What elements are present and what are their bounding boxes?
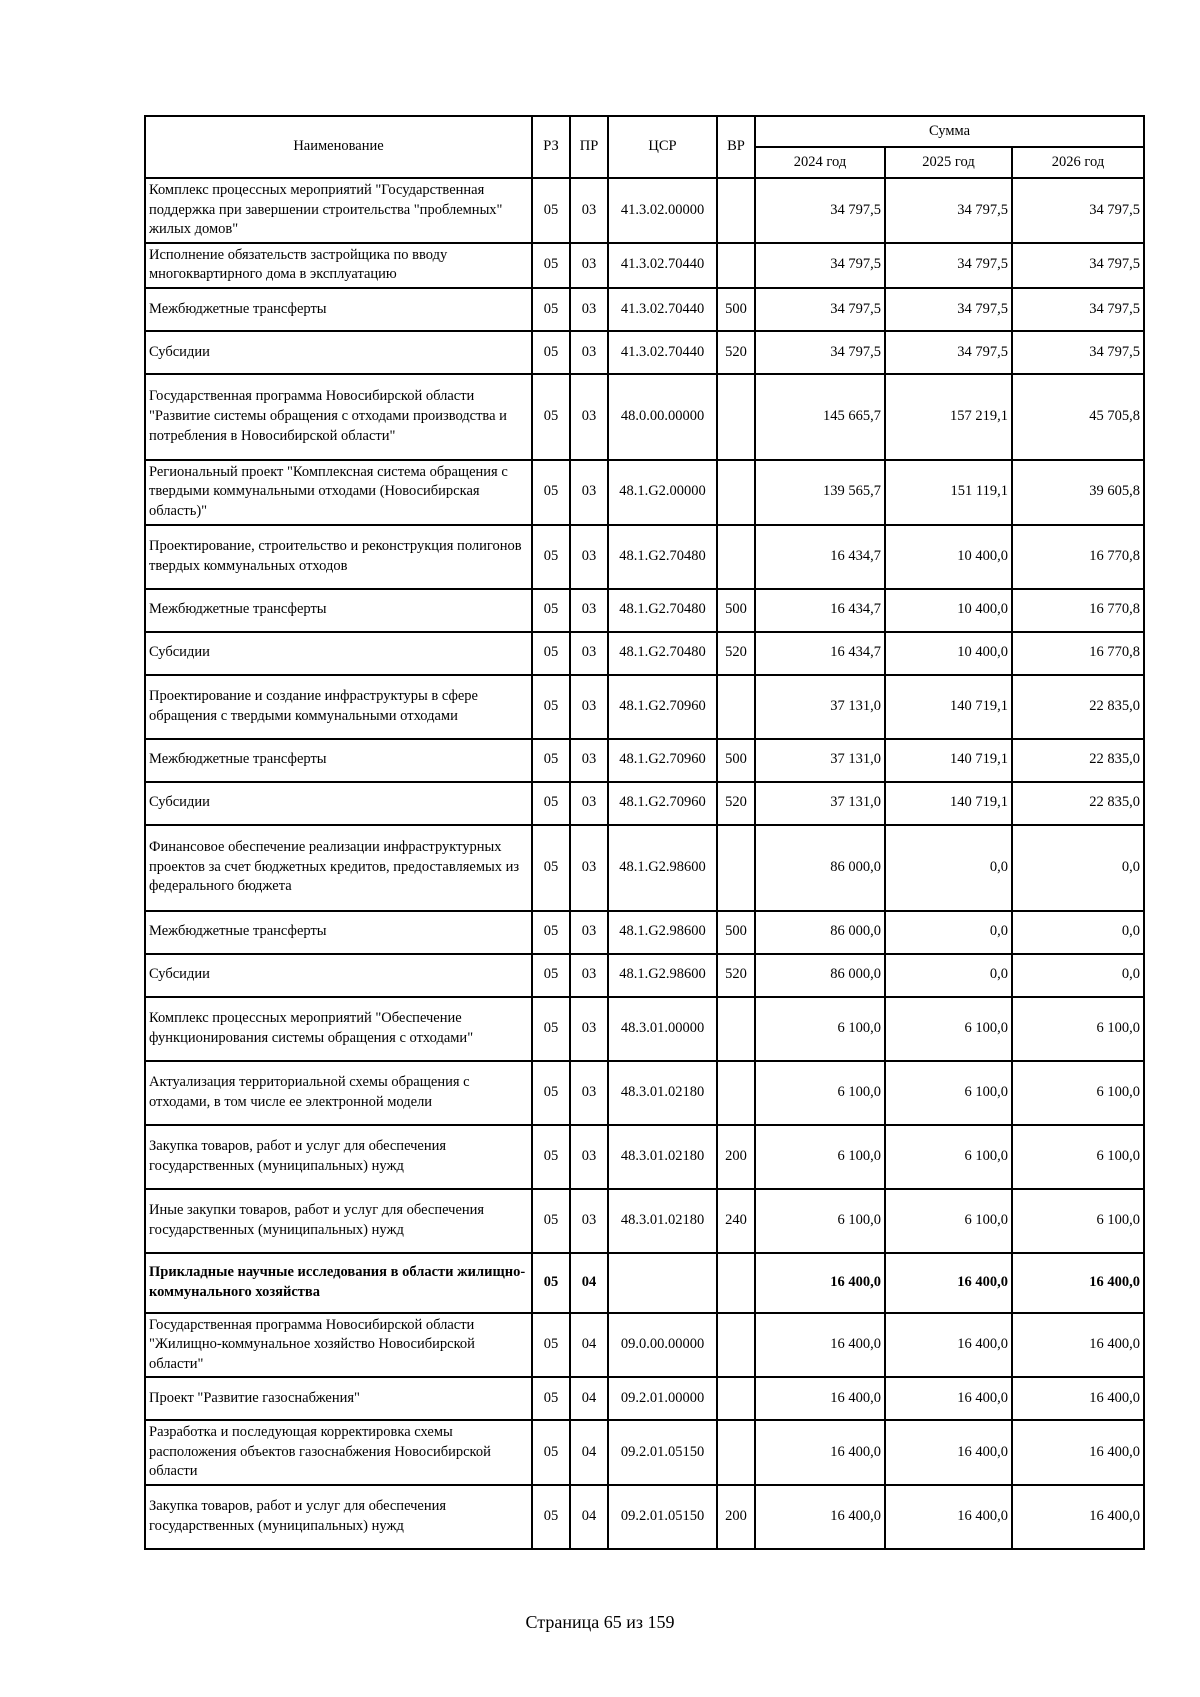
row-rz-cell: 05 [532,589,570,632]
table-row [145,1485,1144,1549]
row-2026-cell: 16 400,0 [1012,1377,1144,1420]
row-2024-cell: 6 100,0 [755,1125,885,1189]
row-2024-cell: 16 434,7 [755,632,885,675]
row-csr-cell: 09.2.01.05150 [608,1485,717,1549]
row-2025-cell: 16 400,0 [885,1313,1012,1378]
row-pr-cell: 03 [570,954,608,997]
row-pr-cell: 03 [570,825,608,911]
row-vr-cell [717,1253,755,1313]
row-vr-cell: 520 [717,954,755,997]
row-2024-cell: 16 434,7 [755,589,885,632]
row-csr-cell: 48.3.01.00000 [608,997,717,1061]
row-2026-cell: 6 100,0 [1012,997,1144,1061]
row-vr-cell [717,1420,755,1485]
row-vr-cell: 500 [717,589,755,632]
row-csr-cell: 48.1.G2.70960 [608,782,717,825]
row-vr-cell [717,997,755,1061]
row-2024-cell: 37 131,0 [755,782,885,825]
row-vr-cell [717,525,755,589]
row-csr-cell: 48.1.G2.98600 [608,954,717,997]
row-2026-cell: 0,0 [1012,954,1144,997]
row-name-cell: Финансовое обеспечение реализации инфраструктурных проектов за счет бюджетных кредитов, предоставляемых из федерального бюджета [145,825,532,911]
row-csr-cell: 48.1.G2.70960 [608,675,717,739]
row-csr-cell: 48.3.01.02180 [608,1061,717,1125]
row-name-cell: Субсидии [145,782,532,825]
row-rz-cell: 05 [532,1061,570,1125]
row-name-cell: Субсидии [145,954,532,997]
row-pr-cell: 03 [570,589,608,632]
row-2024-cell: 86 000,0 [755,954,885,997]
table-row [145,1125,1144,1189]
header-2026: 2026 год [1012,147,1144,178]
row-name-cell: Государственная программа Новосибирской области "Развитие системы обращения с отходами производства и потребления в Новосибирской области" [145,374,532,460]
row-vr-cell: 500 [717,288,755,331]
row-vr-cell: 240 [717,1189,755,1253]
row-vr-cell [717,178,755,243]
row-name-cell: Проект "Развитие газоснабжения" [145,1377,532,1420]
table-row [145,1253,1144,1313]
row-vr-cell: 200 [717,1125,755,1189]
row-name-cell: Государственная программа Новосибирской области "Жилищно-коммунальное хозяйство Новосибирской области" [145,1313,532,1378]
row-2026-cell: 34 797,5 [1012,288,1144,331]
row-rz-cell: 05 [532,997,570,1061]
row-pr-cell: 04 [570,1420,608,1485]
row-csr-cell: 41.3.02.00000 [608,178,717,243]
row-pr-cell: 03 [570,1061,608,1125]
row-pr-cell: 04 [570,1485,608,1549]
row-2026-cell: 6 100,0 [1012,1125,1144,1189]
row-2024-cell: 34 797,5 [755,331,885,374]
row-rz-cell: 05 [532,954,570,997]
row-2026-cell: 16 770,8 [1012,589,1144,632]
row-rz-cell: 05 [532,1377,570,1420]
row-2026-cell: 45 705,8 [1012,374,1144,460]
row-pr-cell: 03 [570,243,608,288]
row-csr-cell: 09.2.01.05150 [608,1420,717,1485]
row-pr-cell: 03 [570,675,608,739]
header-2025: 2025 год [885,147,1012,178]
row-vr-cell [717,374,755,460]
header-sum: Сумма [755,116,1144,147]
row-vr-cell: 520 [717,782,755,825]
row-2026-cell: 6 100,0 [1012,1189,1144,1253]
table-row [145,739,1144,782]
row-2026-cell: 6 100,0 [1012,1061,1144,1125]
row-rz-cell: 05 [532,825,570,911]
row-2025-cell: 34 797,5 [885,178,1012,243]
row-2026-cell: 16 400,0 [1012,1313,1144,1378]
table-row [145,825,1144,911]
row-pr-cell: 03 [570,782,608,825]
table-row [145,1377,1144,1420]
budget-table [144,115,1145,1550]
row-pr-cell: 04 [570,1253,608,1313]
row-2026-cell: 34 797,5 [1012,178,1144,243]
row-name-cell: Закупка товаров, работ и услуг для обеспечения государственных (муниципальных) нужд [145,1125,532,1189]
row-vr-cell: 500 [717,911,755,954]
row-name-cell: Проектирование и создание инфраструктуры в сфере обращения с твердыми коммунальными отходами [145,675,532,739]
row-2025-cell: 140 719,1 [885,782,1012,825]
row-2026-cell: 22 835,0 [1012,739,1144,782]
row-pr-cell: 03 [570,997,608,1061]
table-row [145,288,1144,331]
row-2026-cell: 22 835,0 [1012,782,1144,825]
row-pr-cell: 03 [570,374,608,460]
row-pr-cell: 03 [570,1189,608,1253]
table-row [145,374,1144,460]
table-body [145,178,1144,1549]
row-2025-cell: 16 400,0 [885,1420,1012,1485]
row-name-cell: Разработка и последующая корректировка схемы расположения объектов газоснабжения Новосибирской области [145,1420,532,1485]
row-2025-cell: 140 719,1 [885,739,1012,782]
row-vr-cell: 500 [717,739,755,782]
row-pr-cell: 03 [570,525,608,589]
table-row [145,1420,1144,1485]
row-name-cell: Прикладные научные исследования в области жилищно-коммунального хозяйства [145,1253,532,1313]
row-rz-cell: 05 [532,1253,570,1313]
row-2025-cell: 157 219,1 [885,374,1012,460]
row-2024-cell: 6 100,0 [755,1189,885,1253]
row-2024-cell: 34 797,5 [755,178,885,243]
row-2025-cell: 6 100,0 [885,997,1012,1061]
row-rz-cell: 05 [532,675,570,739]
row-rz-cell: 05 [532,1189,570,1253]
table-row [145,525,1144,589]
row-pr-cell: 03 [570,911,608,954]
row-vr-cell: 520 [717,331,755,374]
row-name-cell: Субсидии [145,632,532,675]
row-2026-cell: 39 605,8 [1012,460,1144,525]
row-csr-cell: 48.0.00.00000 [608,374,717,460]
row-2025-cell: 10 400,0 [885,632,1012,675]
row-2025-cell: 6 100,0 [885,1125,1012,1189]
table-row [145,997,1144,1061]
table-row [145,782,1144,825]
row-name-cell: Межбюджетные трансферты [145,589,532,632]
row-rz-cell: 05 [532,1313,570,1378]
row-name-cell: Проектирование, строительство и реконструкция полигонов твердых коммунальных отходов [145,525,532,589]
row-2025-cell: 6 100,0 [885,1189,1012,1253]
row-csr-cell: 48.1.G2.70480 [608,525,717,589]
row-pr-cell: 03 [570,1125,608,1189]
row-csr-cell: 48.3.01.02180 [608,1189,717,1253]
row-csr-cell: 48.1.G2.00000 [608,460,717,525]
row-2025-cell: 16 400,0 [885,1485,1012,1549]
row-2024-cell: 37 131,0 [755,739,885,782]
row-2024-cell: 16 400,0 [755,1253,885,1313]
row-2024-cell: 16 400,0 [755,1313,885,1378]
row-vr-cell [717,460,755,525]
row-rz-cell: 05 [532,782,570,825]
row-csr-cell: 41.3.02.70440 [608,288,717,331]
header-vr: ВР [717,116,755,178]
row-vr-cell [717,1313,755,1378]
row-vr-cell [717,243,755,288]
row-2026-cell: 0,0 [1012,911,1144,954]
row-rz-cell: 05 [532,632,570,675]
row-2024-cell: 86 000,0 [755,825,885,911]
row-pr-cell: 03 [570,632,608,675]
row-name-cell: Межбюджетные трансферты [145,911,532,954]
row-csr-cell: 48.3.01.02180 [608,1125,717,1189]
row-name-cell: Исполнение обязательств застройщика по вводу многоквартирного дома в эксплуатацию [145,243,532,288]
row-2026-cell: 16 400,0 [1012,1485,1144,1549]
row-vr-cell [717,825,755,911]
header-name: Наименование [145,116,532,178]
row-2026-cell: 34 797,5 [1012,243,1144,288]
row-pr-cell: 03 [570,178,608,243]
row-2026-cell: 16 770,8 [1012,525,1144,589]
header-csr: ЦСР [608,116,717,178]
row-csr-cell: 48.1.G2.70960 [608,739,717,782]
table-row [145,675,1144,739]
row-csr-cell: 48.1.G2.98600 [608,825,717,911]
row-name-cell: Межбюджетные трансферты [145,739,532,782]
row-csr-cell [608,1253,717,1313]
row-2025-cell: 6 100,0 [885,1061,1012,1125]
row-rz-cell: 05 [532,911,570,954]
row-pr-cell: 03 [570,739,608,782]
row-name-cell: Комплекс процессных мероприятий "Обеспечение функционирования системы обращения с отходами" [145,997,532,1061]
row-2026-cell: 16 400,0 [1012,1253,1144,1313]
row-2025-cell: 140 719,1 [885,675,1012,739]
row-2024-cell: 145 665,7 [755,374,885,460]
table-row [145,1313,1144,1378]
row-2026-cell: 34 797,5 [1012,331,1144,374]
header-rz: РЗ [532,116,570,178]
row-vr-cell: 520 [717,632,755,675]
row-2025-cell: 34 797,5 [885,243,1012,288]
row-name-cell: Межбюджетные трансферты [145,288,532,331]
row-pr-cell: 04 [570,1377,608,1420]
row-vr-cell [717,675,755,739]
row-rz-cell: 05 [532,1485,570,1549]
row-pr-cell: 03 [570,288,608,331]
row-pr-cell: 03 [570,331,608,374]
row-2025-cell: 10 400,0 [885,525,1012,589]
row-csr-cell: 48.1.G2.98600 [608,911,717,954]
row-2025-cell: 16 400,0 [885,1253,1012,1313]
row-2024-cell: 6 100,0 [755,1061,885,1125]
row-csr-cell: 41.3.02.70440 [608,243,717,288]
row-2025-cell: 0,0 [885,825,1012,911]
row-2025-cell: 16 400,0 [885,1377,1012,1420]
row-rz-cell: 05 [532,460,570,525]
row-pr-cell: 04 [570,1313,608,1378]
row-2024-cell: 16 400,0 [755,1485,885,1549]
row-2026-cell: 16 770,8 [1012,632,1144,675]
row-2024-cell: 139 565,7 [755,460,885,525]
row-name-cell: Комплекс процессных мероприятий "Государственная поддержка при завершении строительства "проблемных" жилых домов" [145,178,532,243]
row-rz-cell: 05 [532,288,570,331]
table-row [145,589,1144,632]
header-2024: 2024 год [755,147,885,178]
row-name-cell: Иные закупки товаров, работ и услуг для обеспечения государственных (муниципальных) нужд [145,1189,532,1253]
row-rz-cell: 05 [532,525,570,589]
row-2025-cell: 0,0 [885,911,1012,954]
row-rz-cell: 05 [532,243,570,288]
row-2024-cell: 34 797,5 [755,288,885,331]
row-2024-cell: 37 131,0 [755,675,885,739]
row-rz-cell: 05 [532,374,570,460]
row-pr-cell: 03 [570,460,608,525]
row-name-cell: Субсидии [145,331,532,374]
row-2024-cell: 16 400,0 [755,1377,885,1420]
row-csr-cell: 48.1.G2.70480 [608,632,717,675]
row-rz-cell: 05 [532,331,570,374]
table-row [145,632,1144,675]
row-2026-cell: 0,0 [1012,825,1144,911]
table-row [145,460,1144,525]
row-vr-cell [717,1061,755,1125]
row-2024-cell: 34 797,5 [755,243,885,288]
row-2025-cell: 34 797,5 [885,331,1012,374]
row-vr-cell [717,1377,755,1420]
row-2024-cell: 16 400,0 [755,1420,885,1485]
page-number: Страница 65 из 159 [525,1612,675,1632]
row-2024-cell: 6 100,0 [755,997,885,1061]
row-2024-cell: 86 000,0 [755,911,885,954]
row-rz-cell: 05 [532,1125,570,1189]
table-row [145,1189,1144,1253]
row-2025-cell: 151 119,1 [885,460,1012,525]
row-csr-cell: 09.0.00.00000 [608,1313,717,1378]
row-name-cell: Закупка товаров, работ и услуг для обеспечения государственных (муниципальных) нужд [145,1485,532,1549]
row-2024-cell: 16 434,7 [755,525,885,589]
row-csr-cell: 48.1.G2.70480 [608,589,717,632]
row-rz-cell: 05 [532,178,570,243]
row-2026-cell: 16 400,0 [1012,1420,1144,1485]
row-rz-cell: 05 [532,1420,570,1485]
row-csr-cell: 41.3.02.70440 [608,331,717,374]
row-2025-cell: 34 797,5 [885,288,1012,331]
row-name-cell: Актуализация территориальной схемы обращения с отходами, в том числе ее электронной модели [145,1061,532,1125]
table-row [145,178,1144,243]
row-rz-cell: 05 [532,739,570,782]
row-2025-cell: 10 400,0 [885,589,1012,632]
table-row [145,243,1144,288]
row-2025-cell: 0,0 [885,954,1012,997]
table-row [145,954,1144,997]
row-name-cell: Региональный проект "Комплексная система обращения с твердыми коммунальными отходами (Новосибирская область)" [145,460,532,525]
table-row [145,331,1144,374]
row-vr-cell: 200 [717,1485,755,1549]
row-2026-cell: 22 835,0 [1012,675,1144,739]
table-row [145,1061,1144,1125]
header-pr: ПР [570,116,608,178]
row-csr-cell: 09.2.01.00000 [608,1377,717,1420]
table-row [145,911,1144,954]
